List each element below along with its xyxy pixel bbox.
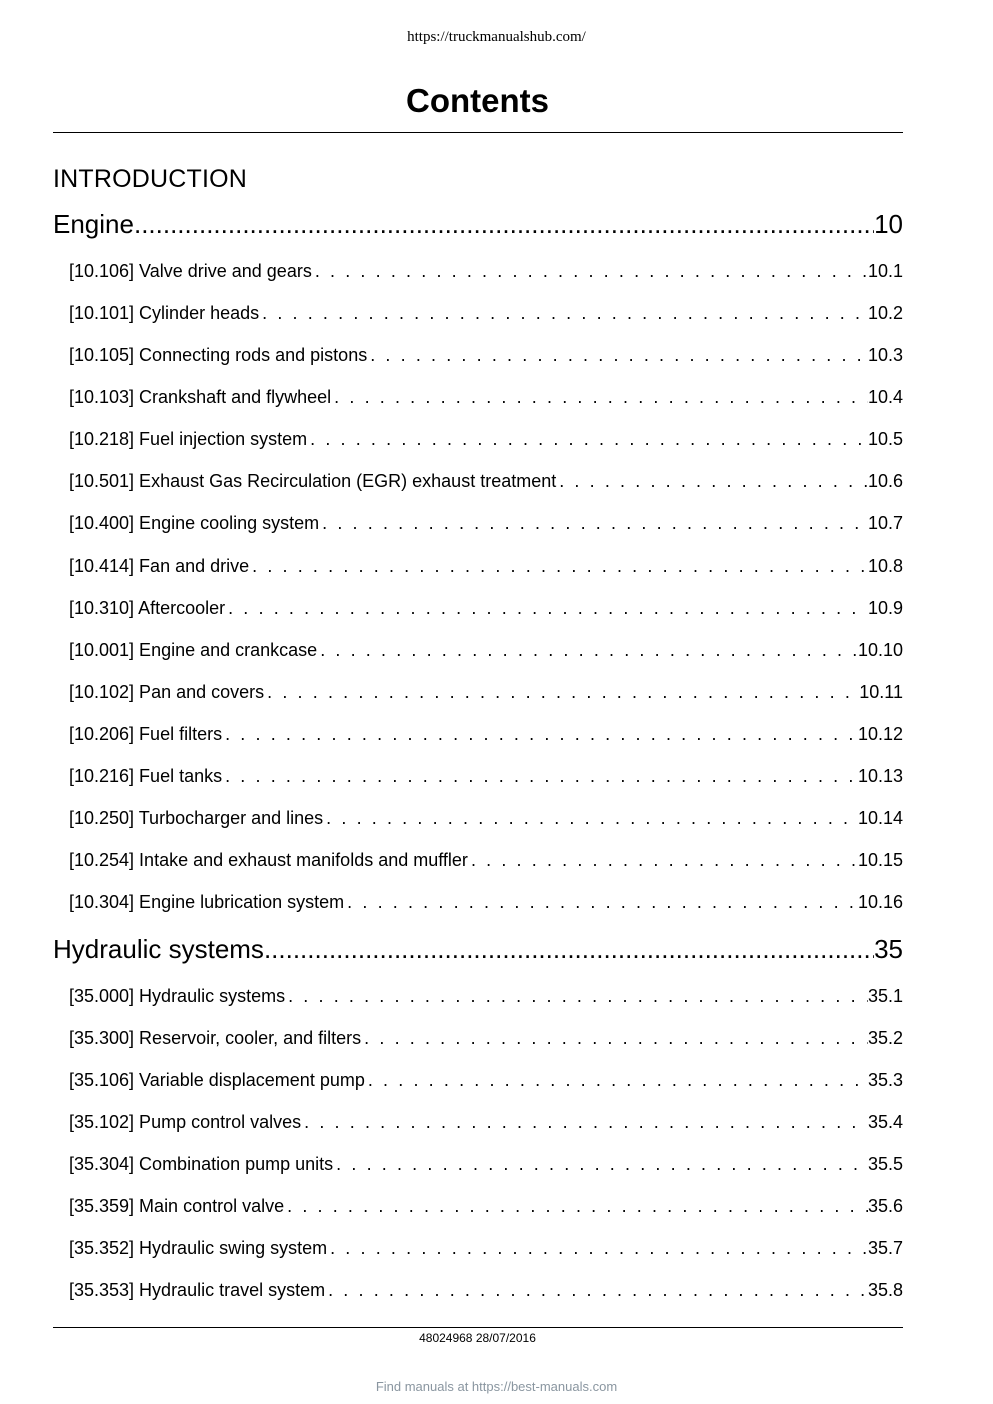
toc-entry-page: 35.6 [867, 1196, 903, 1216]
toc-entry[interactable] [69, 261, 903, 282]
toc-introduction[interactable]: INTRODUCTION [53, 165, 248, 193]
toc-entry-label: [10.102] Pan and covers [69, 682, 265, 702]
toc-entry-page: 10.2 [867, 303, 903, 323]
dot-leader [134, 209, 874, 240]
toc-entry-page: 10.3 [867, 345, 903, 365]
dot-leader [264, 934, 874, 965]
dot-leader [222, 724, 858, 745]
dot-leader [344, 892, 858, 913]
toc-chapter-label: Engine [53, 209, 134, 239]
dot-leader [468, 850, 858, 871]
toc-entry-label: [10.105] Connecting rods and pistons [69, 345, 368, 365]
toc-entry-label: [10.103] Crankshaft and flywheel [69, 387, 332, 407]
toc-entry-page: 10.11 [859, 682, 903, 702]
dot-leader [222, 766, 858, 787]
toc-chapter-engine[interactable] [53, 209, 903, 240]
dot-leader [285, 986, 868, 1007]
toc-entry[interactable] [69, 387, 903, 408]
toc-chapter-label: Hydraulic systems [53, 934, 264, 964]
dot-leader [323, 808, 858, 829]
dot-leader [367, 345, 868, 366]
toc-entry-page: 10.8 [867, 556, 903, 576]
toc-entry-page: 10.1 [867, 261, 903, 281]
toc-entry[interactable] [69, 556, 903, 577]
toc-entry[interactable] [69, 303, 903, 324]
toc-entry-label: [10.400] Engine cooling system [69, 513, 320, 533]
dot-leader [331, 387, 868, 408]
toc-entry-page: 10.10 [857, 640, 903, 660]
toc-entry[interactable] [69, 640, 903, 661]
toc-entry-label: [35.102] Pump control valves [69, 1112, 302, 1132]
dot-leader [556, 471, 868, 492]
toc-entry-page: 10.4 [867, 387, 903, 407]
toc-entry[interactable] [69, 471, 903, 492]
document-code: 48024968 28/07/2016 [419, 1331, 536, 1345]
toc-entry-page: 10.9 [867, 598, 903, 618]
dot-leader [259, 303, 868, 324]
toc-entry[interactable] [69, 850, 903, 871]
toc-entry[interactable] [69, 808, 903, 829]
toc-entry[interactable] [69, 892, 903, 913]
toc-entry[interactable] [69, 1028, 903, 1049]
toc-entry[interactable] [69, 1154, 903, 1175]
toc-entry-page: 10.15 [857, 850, 903, 870]
toc-chapter-page: 35 [874, 934, 903, 964]
toc-entry-label: [10.414] Fan and drive [69, 556, 250, 576]
toc-entry[interactable] [69, 724, 903, 745]
toc-entry-label: [10.106] Valve drive and gears [69, 261, 312, 281]
toc-entry[interactable] [69, 513, 903, 534]
toc-entry-label: [10.501] Exhaust Gas Recirculation (EGR) exhaust treatment [69, 471, 557, 491]
dot-leader [307, 429, 868, 450]
toc-entry[interactable] [69, 429, 903, 450]
toc-entry-page: 35.1 [867, 986, 903, 1006]
toc-entry[interactable] [69, 1280, 903, 1301]
toc-entry-label: [35.300] Reservoir, cooler, and filters [69, 1028, 362, 1048]
toc-entry[interactable] [69, 766, 903, 787]
toc-entry-label: [35.000] Hydraulic systems [69, 986, 286, 1006]
toc-entry-label: [35.106] Variable displacement pump [69, 1070, 365, 1090]
toc-entry-page: 10.7 [867, 513, 903, 533]
toc-entry-label: [10.101] Cylinder heads [69, 303, 260, 323]
dot-leader [264, 682, 859, 703]
header-url[interactable]: https://truckmanualshub.com/ [407, 29, 586, 45]
top-divider [53, 132, 903, 133]
toc-entry[interactable] [69, 986, 903, 1007]
toc-entry[interactable] [69, 1112, 903, 1133]
toc-entry-label: [10.001] Engine and crankcase [69, 640, 318, 660]
dot-leader [325, 1280, 868, 1301]
toc-entry-label: [10.206] Fuel filters [69, 724, 223, 744]
dot-leader [249, 556, 868, 577]
toc-entry-page: 10.6 [867, 471, 903, 491]
toc-chapter-page: 10 [874, 209, 903, 239]
dot-leader [333, 1154, 868, 1175]
toc-entry-label: [35.353] Hydraulic travel system [69, 1280, 326, 1300]
toc-entry[interactable] [69, 345, 903, 366]
toc-entry-page: 35.7 [867, 1238, 903, 1258]
toc-entry-label: [10.218] Fuel injection system [69, 429, 308, 449]
dot-leader [225, 598, 868, 619]
toc-entry-label: [10.250] Turbocharger and lines [69, 808, 324, 828]
toc-entry-page: 35.3 [867, 1070, 903, 1090]
toc-chapter-hydraulic-systems[interactable] [53, 934, 903, 965]
bottom-divider [53, 1327, 903, 1328]
toc-entry[interactable] [69, 682, 903, 703]
toc-entry-page: 35.4 [867, 1112, 903, 1132]
toc-entry-page: 10.16 [857, 892, 903, 912]
toc-entry[interactable] [69, 1196, 903, 1217]
toc-entry-page: 35.5 [867, 1154, 903, 1174]
dot-leader [301, 1112, 868, 1133]
toc-entry-page: 10.13 [857, 766, 903, 786]
toc-entry-page: 35.8 [867, 1280, 903, 1300]
toc-entry-label: [35.304] Combination pump units [69, 1154, 334, 1174]
toc-entry-label: [35.359] Main control valve [69, 1196, 285, 1216]
toc-entry[interactable] [69, 598, 903, 619]
toc-entry-page: 10.14 [857, 808, 903, 828]
footer-link[interactable]: Find manuals at https://best-manuals.com [375, 1379, 618, 1394]
toc-entry-label: [10.216] Fuel tanks [69, 766, 223, 786]
toc-entry-page: 35.2 [867, 1028, 903, 1048]
page-title: Contents [406, 82, 549, 119]
dot-leader [327, 1238, 868, 1259]
toc-entry[interactable] [69, 1070, 903, 1091]
dot-leader [317, 640, 858, 661]
toc-entry-page: 10.5 [867, 429, 903, 449]
dot-leader [319, 513, 868, 534]
dot-leader [365, 1070, 868, 1091]
dot-leader [312, 261, 868, 282]
dot-leader [284, 1196, 868, 1217]
toc-entry-label: [10.310] Aftercooler [69, 598, 226, 618]
toc-entry-label: [10.304] Engine lubrication system [69, 892, 345, 912]
toc-entry-label: [35.352] Hydraulic swing system [69, 1238, 328, 1258]
toc-entry-label: [10.254] Intake and exhaust manifolds and muffler [69, 850, 468, 870]
toc-entry-page: 10.12 [857, 724, 903, 744]
toc-entry[interactable] [69, 1238, 903, 1259]
dot-leader [361, 1028, 868, 1049]
